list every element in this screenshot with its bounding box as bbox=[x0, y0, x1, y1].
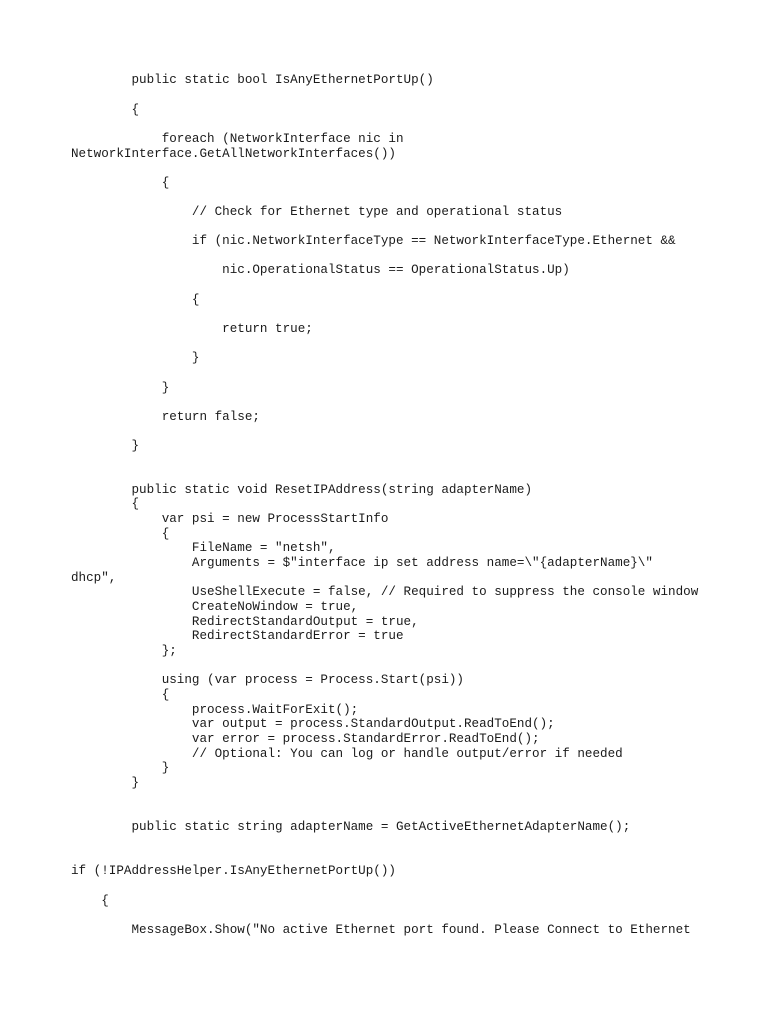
code-line: nic.OperationalStatus == OperationalStatus.Up) bbox=[71, 263, 570, 277]
code-line: dhcp", bbox=[71, 571, 117, 585]
code-line: UseShellExecute = false, // Required to suppress the console window bbox=[71, 585, 699, 599]
code-line: Arguments = $"interface ip set address name=\"{adapterName}\" bbox=[71, 556, 653, 570]
code-line: using (var process = Process.Start(psi)) bbox=[71, 673, 464, 687]
code-line: return false; bbox=[71, 410, 260, 424]
code-line: public static string adapterName = GetActiveEthernetAdapterName(); bbox=[71, 820, 631, 834]
code-line: { bbox=[71, 176, 170, 190]
code-line: { bbox=[71, 103, 140, 117]
code-line: { bbox=[71, 497, 140, 511]
code-line: NetworkInterface.GetAllNetworkInterfaces()) bbox=[71, 147, 396, 161]
code-line: } bbox=[71, 776, 140, 790]
code-line: return true; bbox=[71, 322, 313, 336]
code-line: if (nic.NetworkInterfaceType == NetworkInterfaceType.Ethernet && bbox=[71, 234, 676, 248]
code-line: var psi = new ProcessStartInfo bbox=[71, 512, 389, 526]
code-line: }; bbox=[71, 644, 177, 658]
code-line: // Optional: You can log or handle output/error if needed bbox=[71, 747, 623, 761]
code-line: RedirectStandardError = true bbox=[71, 629, 404, 643]
code-line: foreach (NetworkInterface nic in bbox=[71, 132, 404, 146]
code-line: { bbox=[71, 527, 170, 541]
code-line: MessageBox.Show("No active Ethernet port found. Please Connect to Ethernet bbox=[71, 923, 691, 937]
code-line: process.WaitForExit(); bbox=[71, 703, 359, 717]
code-line: } bbox=[71, 439, 140, 453]
code-line: } bbox=[71, 761, 170, 775]
code-line: } bbox=[71, 351, 200, 365]
code-line: { bbox=[71, 894, 109, 908]
code-line: public static void ResetIPAddress(string adapterName) bbox=[71, 483, 533, 497]
code-line: // Check for Ethernet type and operational status bbox=[71, 205, 563, 219]
code-line: } bbox=[71, 381, 170, 395]
code-line: FileName = "netsh", bbox=[71, 541, 336, 555]
code-line: { bbox=[71, 688, 170, 702]
code-line: var output = process.StandardOutput.ReadToEnd(); bbox=[71, 717, 555, 731]
code-line: RedirectStandardOutput = true, bbox=[71, 615, 419, 629]
code-line: { bbox=[71, 293, 200, 307]
code-line: public static bool IsAnyEthernetPortUp() bbox=[71, 73, 434, 87]
code-line: if (!IPAddressHelper.IsAnyEthernetPortUp()) bbox=[71, 864, 396, 878]
code-line: CreateNoWindow = true, bbox=[71, 600, 359, 614]
code-line: var error = process.StandardError.ReadToEnd(); bbox=[71, 732, 540, 746]
